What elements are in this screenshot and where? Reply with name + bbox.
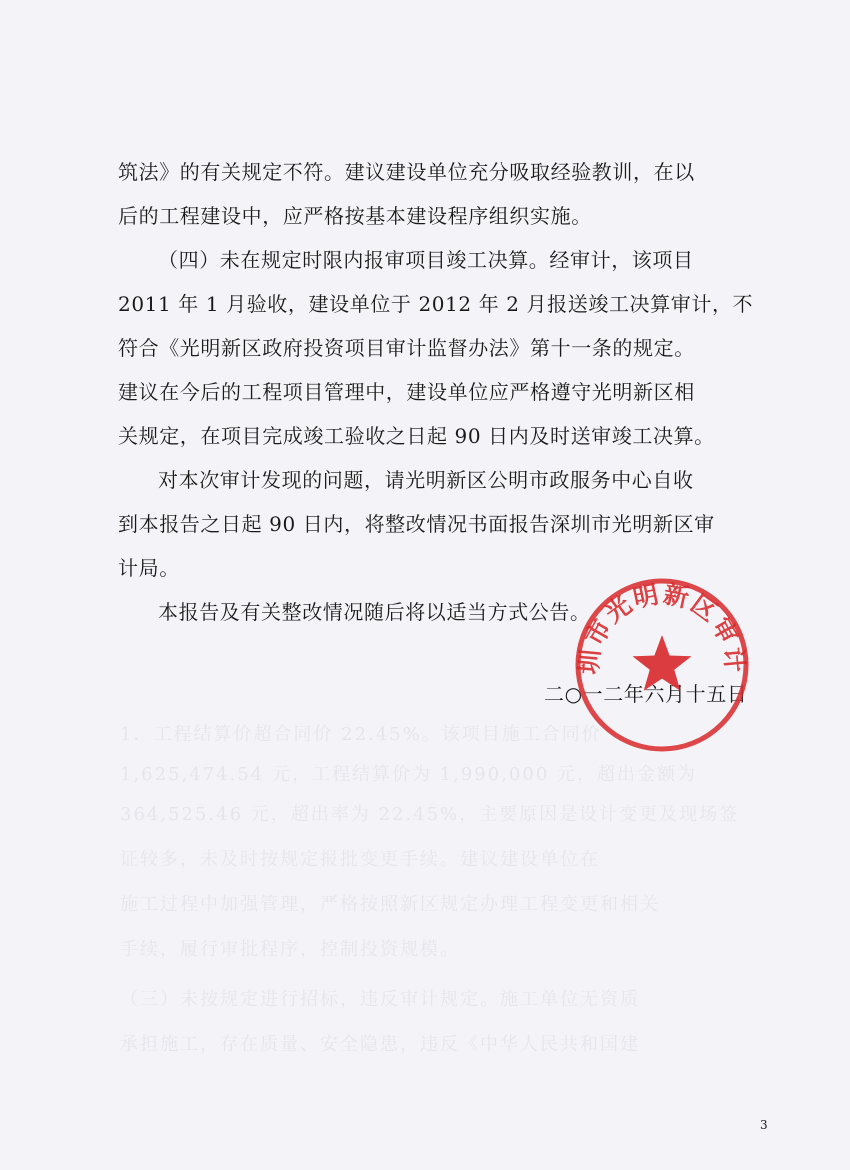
body-line-8: 对本次审计发现的问题，请光明新区公明市政服务中心自收 [158, 468, 694, 492]
body-line-9: 到本报告之日起 90 日内，将整改情况书面报告深圳市光明新区审 [118, 512, 715, 536]
show-through-line: （三）未按规定进行招标，违反审计规定。施工单位无资质 [120, 989, 640, 1010]
show-through-line: 364,525.46 元，超出率为 22.45%，主要原因是设计变更及现场签 [120, 804, 740, 825]
body-line-2: 后的工程建设中，应严格按基本建设程序组织实施。 [118, 204, 592, 228]
page-number: 3 [760, 1118, 768, 1132]
show-through-line: 1,625,474.54 元，工程结算价为 1,990,000 元，超出金额为 [120, 764, 698, 785]
seal-text: 圳市光明新区审计 [574, 579, 750, 676]
body-line-6: 建议在今后的工程项目管理中，建设单位应严格遵守光明新区相 [118, 380, 695, 404]
body-line-11: 本报告及有关整改情况随后将以适当方式公告。 [158, 600, 591, 624]
body-line-1: 筑法》的有关规定不符。建议建设单位充分吸取经验教训，在以 [118, 160, 695, 184]
body-line-3: （四）未在规定时限内报审项目竣工决算。经审计，该项目 [158, 248, 694, 272]
body-line-4: 2011 年 1 月验收，建设单位于 2012 年 2 月报送竣工决算审计，不 [118, 292, 754, 316]
show-through-line: 证较多，未及时按规定报批变更手续。建议建设单位在 [120, 849, 600, 870]
show-through-line: 1．工程结算价超合同价 22.45%。该项目施工合同价 [120, 724, 602, 745]
document-date: 二○一二年六月十五日 [544, 682, 748, 706]
star-icon [633, 635, 692, 691]
show-through-line: 施工过程中加强管理，严格按照新区规定办理工程变更和相关 [120, 894, 660, 915]
show-through-line: 手续，履行审批程序，控制投资规模。 [120, 939, 460, 960]
show-through-line: 承担施工，存在质量、安全隐患，违反《中华人民共和国建 [120, 1034, 640, 1055]
seal-graphic [572, 575, 752, 755]
body-line-10: 计局。 [118, 556, 180, 580]
body-line-5: 符合《光明新区政府投资项目审计监督办法》第十一条的规定。 [118, 336, 695, 360]
body-line-7: 关规定，在项目完成竣工验收之日起 90 日内及时送审竣工决算。 [118, 424, 715, 448]
official-seal [572, 575, 752, 755]
